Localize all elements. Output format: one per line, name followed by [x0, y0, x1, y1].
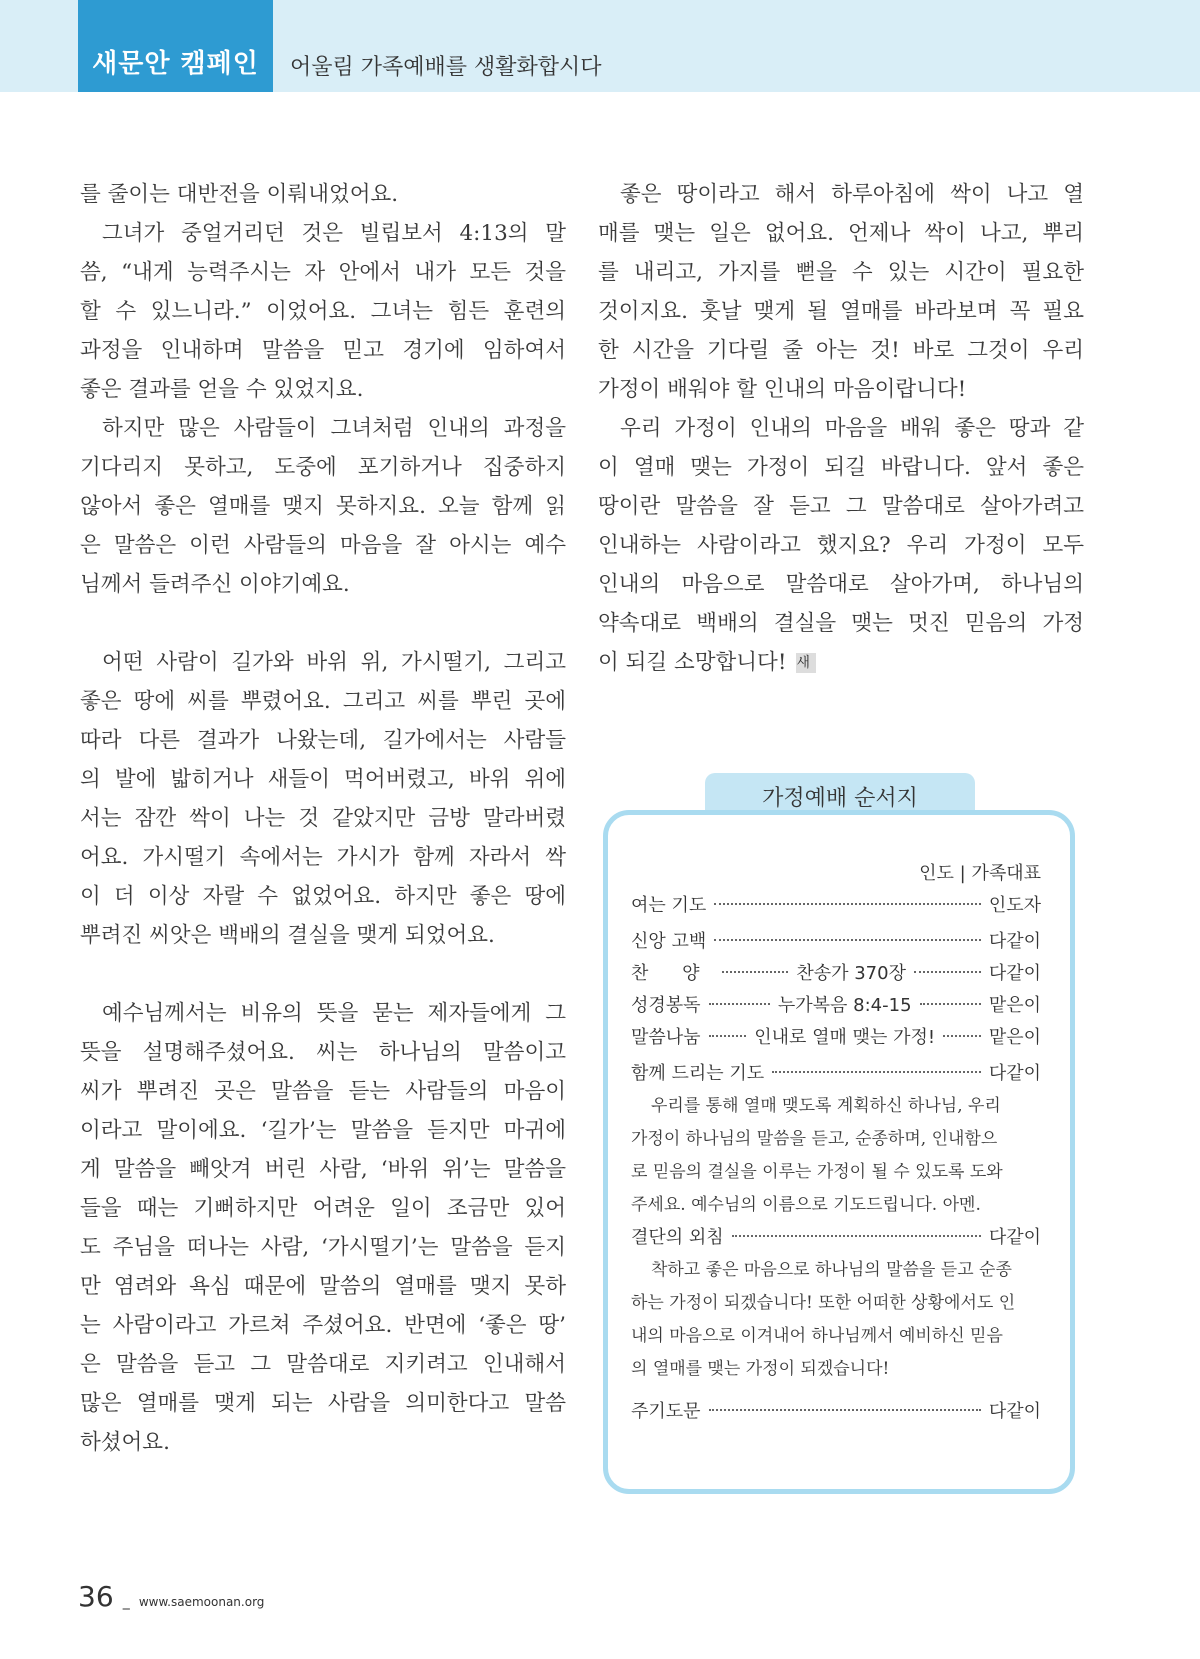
text-line: 좋은 땅이라고 해서 하루아침에 싹이 나고 열	[620, 182, 1084, 207]
order-item-detail: 찬송가 370장	[796, 963, 906, 984]
text-line: 것이지요. 훗날 맺게 될 열매를 바라보며 꼭 필요	[598, 299, 1084, 324]
text-line: 님께서 들려주신 이야기예요.	[80, 572, 350, 597]
text-line: 이 더 이상 자랄 수 없었어요. 하지만 좋은 땅에	[80, 884, 566, 909]
text-line: 은 말씀을 듣고 그 말씀대로 지키려고 인내해서	[80, 1352, 566, 1377]
order-item-name: 찬 양	[631, 963, 714, 984]
order-item-name: 말씀나눔	[631, 1027, 701, 1048]
prayer-line: 우리를 통해 열매 맺도록 계획하신 하나님, 우리	[651, 1096, 1001, 1116]
text-line: 그녀가 중얼거리던 것은 빌립보서 4:13의 말	[102, 221, 566, 246]
resolution-line: 의 열매를 맺는 가정이 되겠습니다!	[631, 1359, 890, 1379]
text-line: 인내하는 사람이라고 했지요? 우리 가정이 모두	[598, 533, 1084, 558]
campaign-subtitle: 어울림 가족예배를 생활화합시다	[290, 55, 602, 80]
dot-leader	[732, 1235, 981, 1237]
text-line: 예수님께서는 비유의 뜻을 묻는 제자들에게 그	[102, 1001, 566, 1026]
text-line: 우리 가정이 인내의 마음을 배워 좋은 땅과 같	[620, 416, 1084, 441]
right-column	[598, 175, 1084, 682]
text-line: 도 주님을 떠나는 사람, ‘가시떨기’는 말씀을 듣지	[80, 1235, 566, 1260]
text-line: 좋은 결과를 얻을 수 있었지요.	[80, 377, 364, 402]
text-line: 서는 잠깐 싹이 나는 것 같았지만 금방 말라버렸	[80, 806, 566, 831]
paragraph-gap	[80, 604, 566, 643]
text-line: 매를 맺는 일은 없어요. 언제나 싹이 나고, 뿌리	[598, 221, 1084, 246]
order-item-name: 여는 기도	[631, 895, 707, 916]
text-line: 기다리지 못하고, 도중에 포기하거나 집중하지	[80, 455, 566, 480]
order-item-who: 맡은이	[988, 995, 1042, 1016]
order-item-detail: 누가복음 8:4-15	[777, 995, 912, 1016]
text-line: 과정을 인내하며 말씀을 믿고 경기에 임하여서	[80, 338, 566, 363]
text-line: 약속대로 백배의 결실을 맺는 멋진 믿음의 가정	[598, 611, 1084, 636]
text-line: 씀, “내게 능력주시는 자 안에서 내가 모든 것을	[80, 260, 566, 285]
order-item-name: 성경봉독	[631, 995, 701, 1016]
resolution-line: 하는 가정이 되겠습니다! 또한 어떠한 상황에서도 인	[631, 1293, 1016, 1313]
paragraph-gap	[80, 955, 566, 994]
order-item	[631, 890, 1041, 922]
text-line: 어요. 가시떨기 속에서는 가시가 함께 자라서 싹	[80, 845, 566, 870]
dot-leader	[709, 1003, 770, 1005]
campaign-tag: 새문안 캠페인	[78, 0, 273, 92]
order-item-who: 다같이	[988, 963, 1041, 984]
text-line: 이 되길 소망합니다!	[598, 650, 787, 675]
dot-leader	[714, 939, 981, 941]
text-line: 의 발에 밟히거나 새들이 먹어버렸고, 바위 위에	[80, 767, 566, 792]
order-item	[631, 990, 1041, 1022]
text-line: 한 시간을 기다릴 줄 아는 것! 바로 그것이 우리	[598, 338, 1084, 363]
order-item-who: 다같이	[988, 1401, 1041, 1422]
text-line: 뿌려진 씨앗은 백배의 결실을 맺게 되었어요.	[80, 923, 495, 948]
order-item	[631, 926, 1041, 958]
text-line: 씨가 뿌려진 곳은 말씀을 듣는 사람들의 마음이	[80, 1079, 566, 1104]
page-footer	[78, 1580, 264, 1613]
order-item-name: 결단의 외침	[631, 1227, 724, 1248]
leader-label: 인도 | 가족대표	[919, 863, 1041, 884]
prayer-line: 로 믿음의 결실을 이루는 가정이 될 수 있도록 도와	[631, 1162, 1003, 1182]
dot-leader	[943, 1035, 981, 1037]
text-line: 뜻을 설명해주셨어요. 씨는 하나님의 말씀이고	[80, 1040, 566, 1065]
order-item	[631, 1222, 1041, 1254]
order-item-who: 맡은이	[988, 1027, 1042, 1048]
left-column	[80, 175, 566, 1462]
prayer-line: 가정이 하나님의 말씀을 듣고, 순종하며, 인내함으	[631, 1129, 998, 1149]
worship-order-content	[631, 858, 1041, 1428]
text-line: 인내의 마음으로 말씀대로 살아가며, 하나님의	[598, 572, 1084, 597]
text-line: 할 수 있느니라.” 이었어요. 그녀는 힘든 훈련의	[80, 299, 566, 324]
order-item-who: 다같이	[988, 1063, 1041, 1084]
text-line: 따라 다른 결과가 나왔는데, 길가에서는 사람들	[80, 728, 566, 753]
text-line: 은 말씀은 이런 사람들의 마음을 잘 아시는 예수	[80, 533, 566, 558]
resolution-line: 내의 마음으로 이겨내어 하나님께서 예비하신 믿음	[631, 1326, 1003, 1346]
text-line: 가정이 배워야 할 인내의 마음이랍니다!	[598, 377, 967, 402]
text-line: 하지만 많은 사람들이 그녀처럼 인내의 과정을	[102, 416, 566, 441]
text-line: 하셨어요.	[80, 1430, 170, 1455]
footer-separator: _	[122, 1594, 130, 1610]
closing-line	[598, 643, 1084, 682]
text-line: 좋은 땅에 씨를 뿌렸어요. 그리고 씨를 뿌린 곳에	[80, 689, 566, 714]
order-item-name: 주기도문	[631, 1401, 701, 1422]
text-line: 들을 때는 기뻐하지만 어려운 일이 조금만 있어	[80, 1196, 566, 1221]
order-item	[631, 958, 1041, 990]
dot-leader	[722, 971, 789, 973]
text-line: 많은 열매를 맺게 되는 사람을 의미한다고 말씀	[80, 1391, 566, 1416]
order-item-who: 인도자	[988, 895, 1041, 916]
resolution-text	[631, 1254, 1041, 1386]
order-item	[631, 1022, 1041, 1054]
dot-leader	[920, 1003, 981, 1005]
text-line: 만 염려와 욕심 때문에 말씀의 열매를 맺지 못하	[80, 1274, 566, 1299]
resolution-line: 착하고 좋은 마음으로 하나님의 말씀을 듣고 순종	[651, 1260, 1012, 1280]
order-item-who: 다같이	[988, 931, 1041, 952]
footer-url: www.saemoonan.org	[138, 1595, 265, 1609]
dot-leader	[709, 1409, 981, 1411]
dot-leader	[714, 903, 981, 905]
text-line: 않아서 좋은 열매를 맺지 못하지요. 오늘 함께 읽	[80, 494, 566, 519]
page-number: 36	[78, 1580, 114, 1613]
prayer-line: 주세요. 예수님의 이름으로 기도드립니다. 아멘.	[631, 1195, 981, 1215]
dot-leader	[709, 1035, 747, 1037]
text-line: 어떤 사람이 길가와 바위 위, 가시떨기, 그리고	[102, 650, 566, 675]
text-line: 이 열매 맺는 가정이 되길 바랍니다. 앞서 좋은	[598, 455, 1084, 480]
text-line: 게 말씀을 빼앗겨 버린 사람, ‘바위 위’는 말씀을	[80, 1157, 566, 1182]
order-item	[631, 1396, 1041, 1428]
order-item-name: 신앙 고백	[631, 931, 707, 952]
text-line: 를 내리고, 가지를 뻗을 수 있는 시간이 필요한	[598, 260, 1084, 285]
order-item	[631, 1058, 1041, 1090]
dot-leader	[772, 1071, 981, 1073]
text-line: 를 줄이는 대반전을 이뤄내었어요.	[80, 182, 399, 207]
dot-leader	[914, 971, 981, 973]
text-line: 는 사람이라고 가르쳐 주셨어요. 반면에 ‘좋은 땅’	[80, 1313, 566, 1338]
worship-order-title: 가정예배 순서지	[705, 773, 975, 819]
order-item-who: 다같이	[988, 1227, 1041, 1248]
prayer-text	[631, 1090, 1041, 1222]
text-line: 이라고 말이에요. ‘길가’는 말씀을 듣지만 마귀에	[80, 1118, 566, 1143]
order-item-name: 함께 드리는 기도	[631, 1063, 765, 1084]
order-item-detail: 인내로 열매 맺는 가정!	[754, 1027, 936, 1048]
end-mark: 새	[796, 653, 816, 673]
text-line: 땅이란 말씀을 잘 듣고 그 말씀대로 살아가려고	[598, 494, 1084, 519]
